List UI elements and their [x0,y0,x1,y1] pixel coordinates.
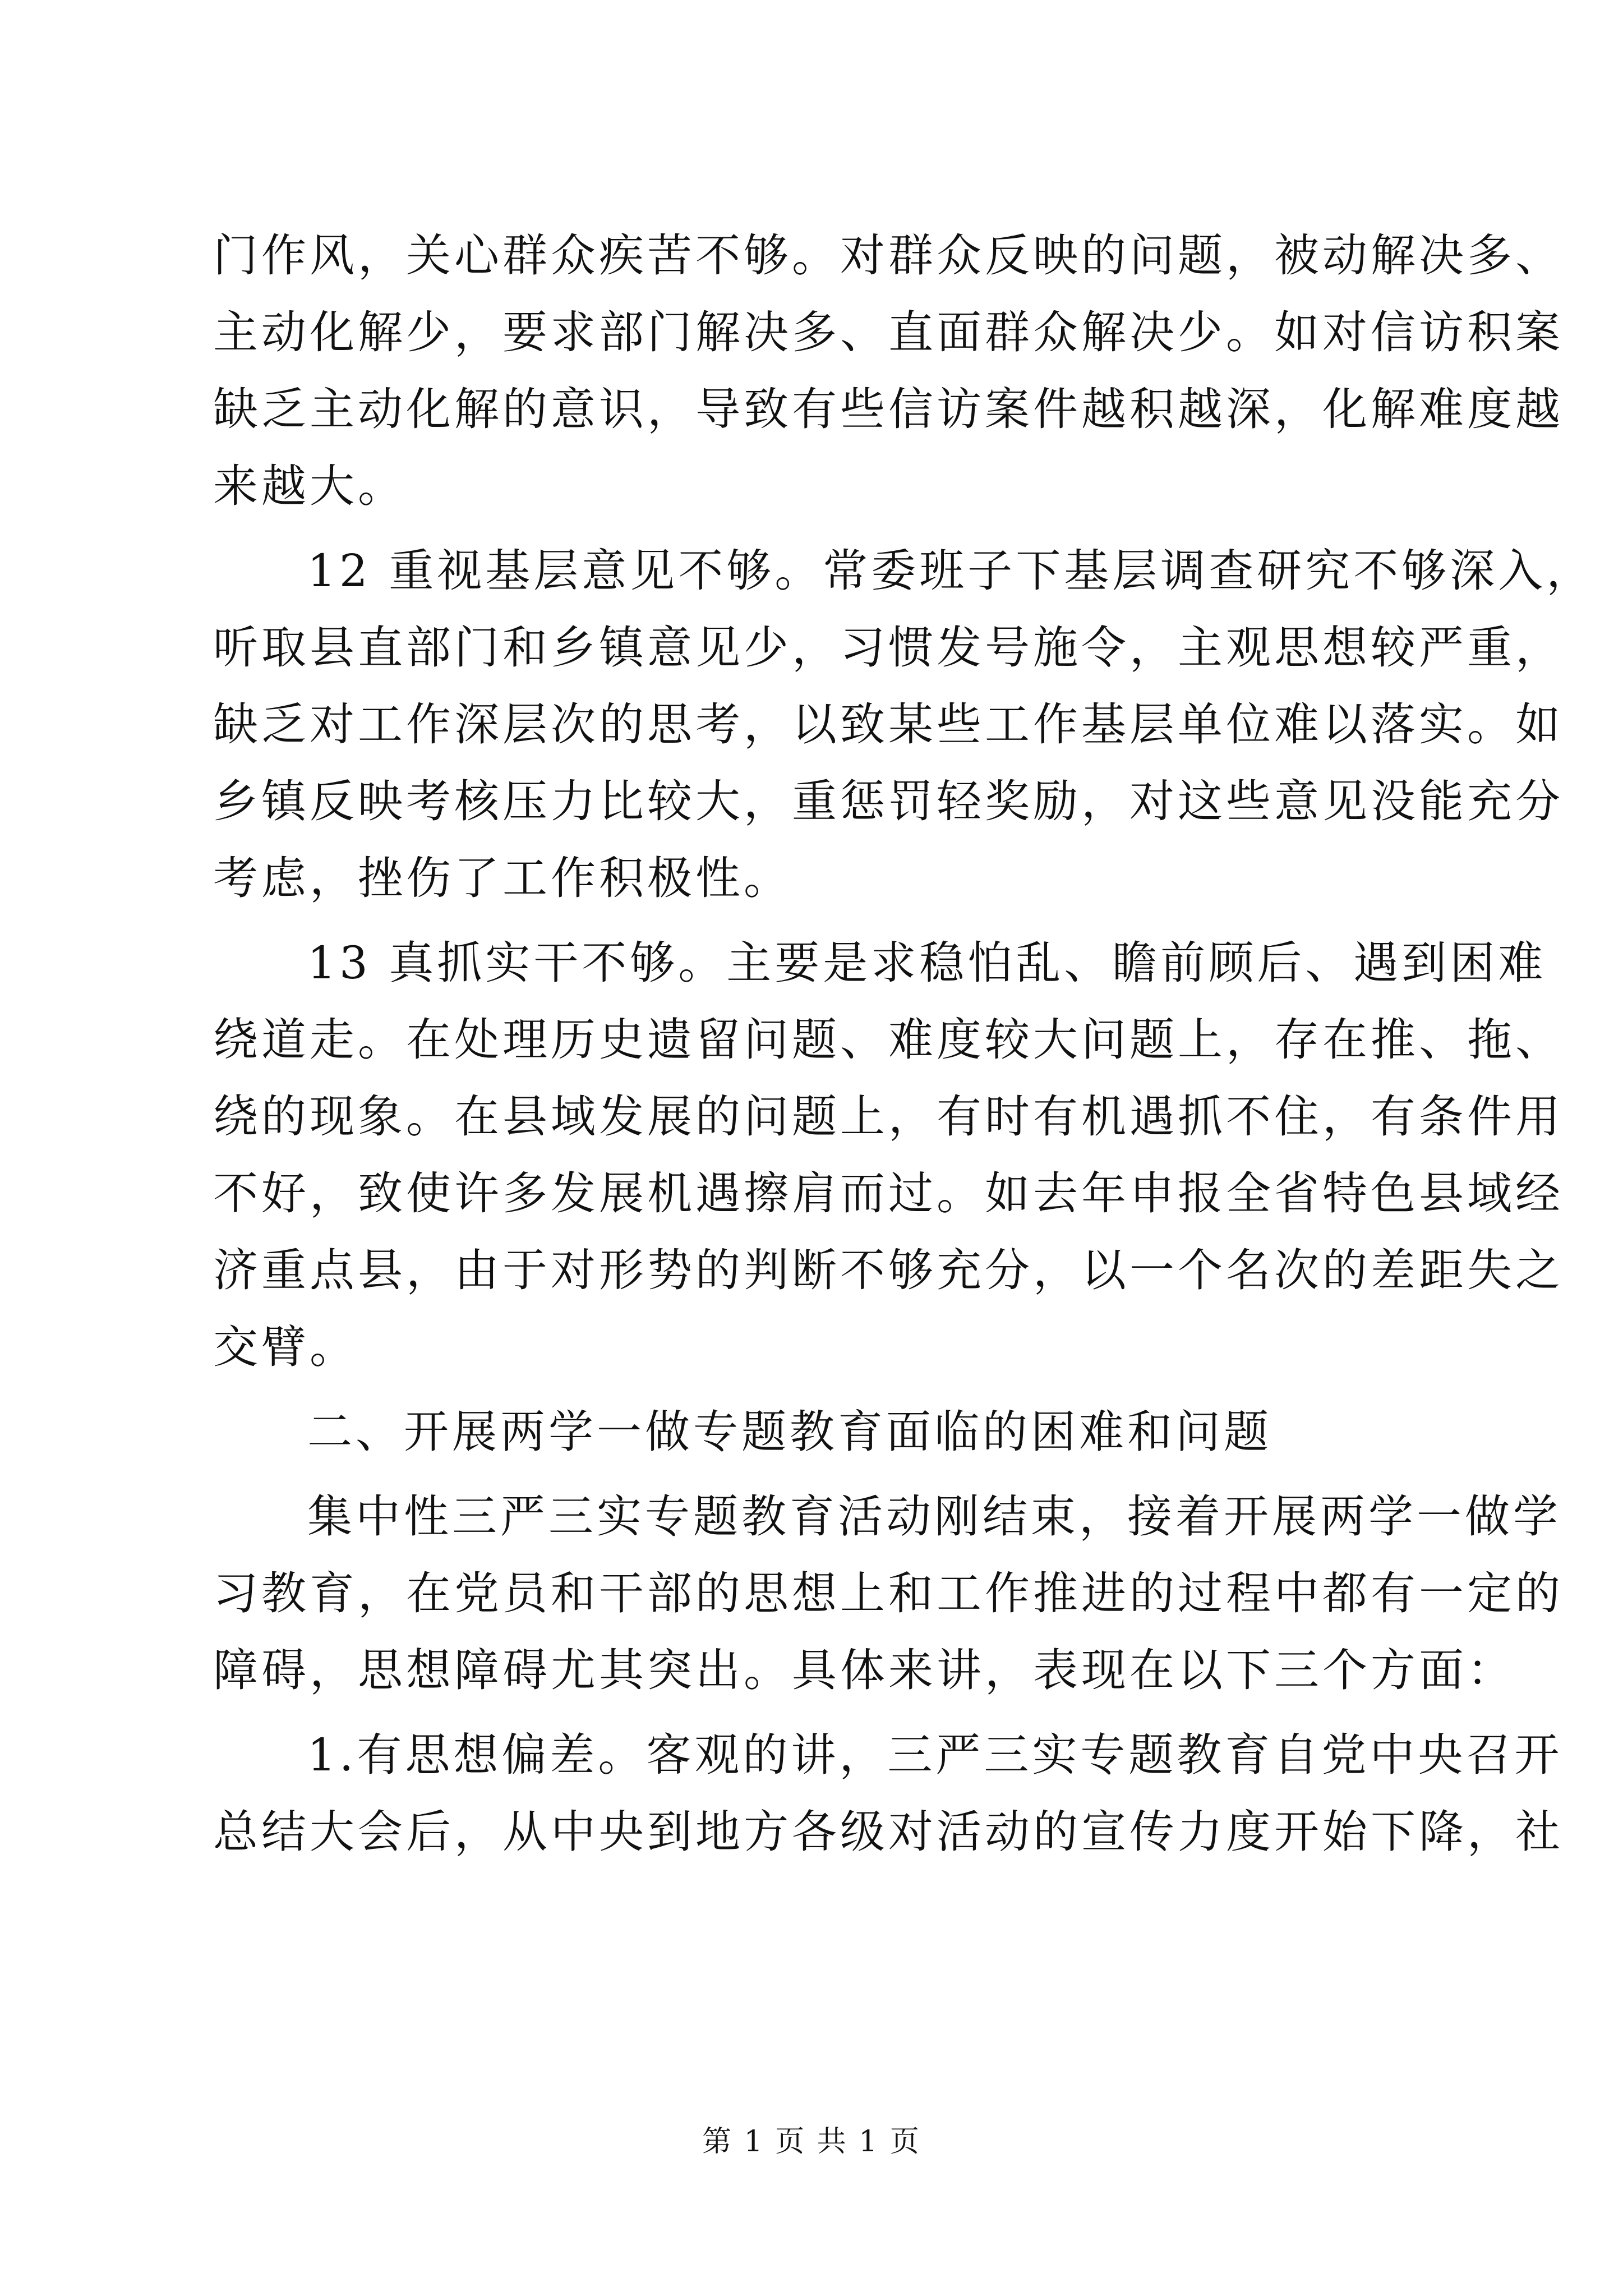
text-line: 考虑，挫伤了工作积极性。 [213,852,792,904]
text-line: 障碍，思想障碍尤其突出。具体来讲，表现在以下三个方面： [213,1644,1515,1696]
paragraph-start-line: 13 真抓实干不够。主要是求稳怕乱、瞻前顾后、遇到困难 [307,937,1547,989]
text-line: 乡镇反映考核压力比较大，重惩罚轻奖励，对这些意见没能充分 [213,775,1564,827]
text-line: 门作风，关心群众疾苦不够。对群众反映的问题，被动解决多、 [213,229,1564,282]
text-line: 不好，致使许多发展机遇擦肩而过。如去年申报全省特色县域经 [213,1167,1564,1220]
text-line: 总结大会后，从中央到地方各级对活动的宣传力度开始下降，社 [213,1806,1564,1858]
text-line: 缺乏主动化解的意识，导致有些信访案件越积越深，化解难度越 [213,383,1564,435]
text-line: 来越大。 [213,460,406,512]
text-line: 习教育，在党员和干部的思想上和工作推进的过程中都有一定的 [213,1567,1564,1619]
text-line: 绕道走。在处理历史遗留问题、难度较大问题上，存在推、拖、 [213,1014,1564,1066]
text-line: 交臂。 [213,1321,358,1373]
text-line: 主动化解少，要求部门解决多、直面群众解决少。如对信访积案 [213,306,1564,358]
page-number-footer: 第 1 页 共 1 页 [702,2125,921,2159]
paragraph-start-line: 集中性三严三实专题教育活动刚结束，接着开展两学一做学 [307,1490,1561,1543]
text-line: 缺乏对工作深层次的思考，以致某些工作基层单位难以落实。如 [213,698,1564,751]
paragraph-start-line: 1.有思想偏差。客观的讲，三严三实专题教育自党中央召开 [307,1729,1563,1781]
section-heading: 二、开展两学一做专题教育面临的困难和问题 [307,1406,1272,1458]
text-line: 绕的现象。在县域发展的问题上，有时有机遇抓不住，有条件用 [213,1091,1564,1143]
paragraph-start-line: 12 重视基层意见不够。常委班子下基层调查研究不够深入， [307,545,1595,597]
text-line: 听取县直部门和乡镇意见少，习惯发号施令，主观思想较严重， [213,622,1564,674]
document-body [213,217,1595,1870]
text-line: 济重点县，由于对形势的判断不够充分，以一个名次的差距失之 [213,1244,1564,1296]
